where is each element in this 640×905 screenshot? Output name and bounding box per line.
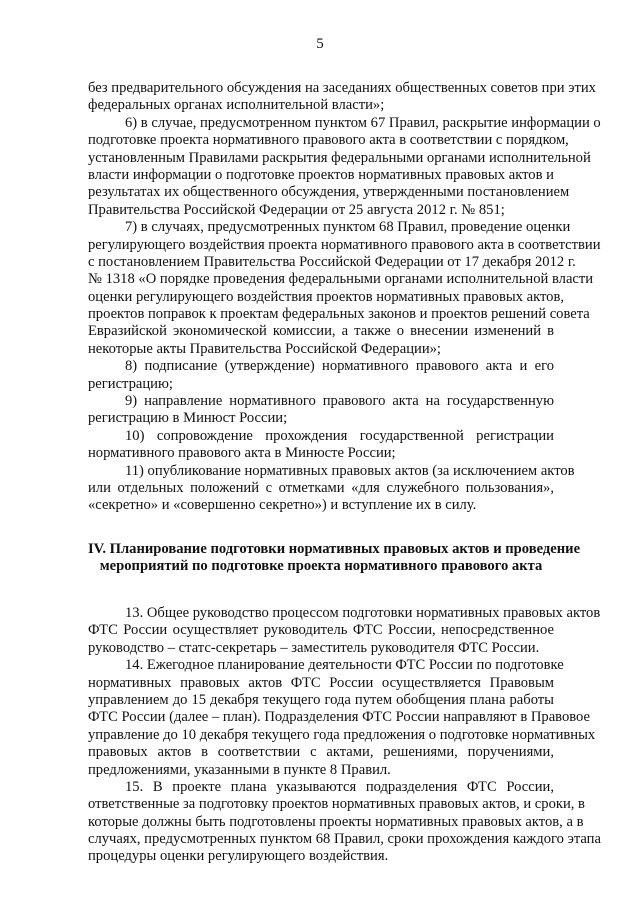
section-heading-line: мероприятий по подготовке проекта нормативного правового акта: [99, 558, 543, 575]
text-line: 14. Ежегодное планирование деятельности ФТС России по подготовке: [125, 657, 564, 674]
text-line: 8) подписание (утверждение) нормативного правового акта и его: [125, 358, 554, 375]
paragraph: [88, 80, 596, 115]
text-line: предложениями, указанными в пункте 8 Правил.: [88, 761, 391, 778]
text-line: 6) в случае, предусмотренном пунктом 67 Правил, раскрытие информации о: [125, 114, 601, 131]
text-line: регулирующего воздействия проекта нормативного правового акта в соответствии: [88, 236, 601, 253]
section-heading-line: IV. Планирование подготовки нормативных правовых актов и проведение: [88, 541, 581, 557]
text-line: регистрацию;: [88, 375, 173, 392]
text-line: ФТС России осуществляет руководитель ФТС России, непосредственное: [88, 622, 554, 639]
text-line: «секретно» и «совершенно секретно») и вступление их в силу.: [88, 497, 477, 514]
text-line: регистрацию в Минюст России;: [88, 410, 288, 427]
text-line: 11) опубликование нормативных правовых актов (за исключением актов: [125, 462, 575, 479]
text-line: 7) в случаях, предусмотренных пунктом 68 Правил, проведение оценки: [125, 219, 571, 236]
text-line: которые должны быть подготовлены проекты нормативных правовых актов, а в: [88, 813, 584, 830]
paragraph: [88, 462, 575, 515]
text-line: № 1318 «О порядке проведения федеральными органами исполнительной власти: [88, 271, 594, 288]
paragraph: [88, 605, 601, 657]
text-line: власти информации о подготовке проектов нормативных правовых актов и: [88, 166, 554, 183]
text-line: с постановлением Правительства Российской Федерации от 17 декабря 2012 г.: [88, 253, 576, 270]
text-line: 9) направление нормативного правового акта на государственную: [125, 393, 554, 410]
text-line: 10) сопровождение прохождения государственной регистрации: [125, 427, 554, 444]
section-iv-paragraphs: [88, 605, 601, 866]
text-line: Евразийской экономической комиссии, а также о внесении изменений в: [88, 323, 554, 340]
text-line: подготовке проекта нормативного правового акта в соответствии с порядком,: [88, 132, 569, 149]
text-line: руководство – статс-секретарь – заместитель руководителя ФТС России.: [88, 639, 540, 656]
paragraph: [88, 393, 554, 428]
page-number: 5: [316, 36, 324, 52]
paragraph: [88, 428, 554, 463]
section-heading: [88, 541, 581, 576]
text-line: без предварительного обсуждения на заседаниях общественных советов при этих: [88, 80, 596, 96]
text-line: 15. В проекте плана указываются подразделения ФТС России,: [125, 778, 554, 795]
text-line: проектов поправок к проектам федеральных законов и проектов решений совета: [88, 306, 590, 323]
paragraph: [88, 358, 554, 393]
text-line: федеральных органах исполнительной власти»;: [88, 97, 385, 114]
text-line: некоторые акты Правительства Российской Федерации»;: [88, 340, 441, 357]
text-line: или отдельных положений с отметками «для служебного пользования»,: [88, 479, 554, 496]
paragraph: [88, 114, 601, 219]
text-line: оценки регулирующего воздействия проектов нормативных правовых актов,: [88, 288, 564, 305]
paragraphs-before-section-iv: [88, 80, 601, 515]
text-line: управление до 10 декабря текущего года предложения о подготовке нормативных: [88, 726, 596, 743]
text-line: Правительства Российской Федерации от 25 августа 2012 г. № 851;: [88, 201, 505, 218]
text-line: ответственные за подготовку проектов нормативных правовых актов, и сроки, в: [88, 796, 585, 813]
text-line: случаях, предусмотренных пунктом 68 Правил, сроки прохождения каждого этапа: [88, 831, 601, 848]
text-line: процедуры оценки регулирующего воздействия.: [88, 848, 389, 865]
text-line: ФТС России (далее – план). Подразделения ФТС России направляют в Правовое: [88, 709, 591, 726]
text-line: результатах их общественного обсуждения, утвержденными постановлением: [88, 184, 570, 201]
text-line: нормативных правовых актов ФТС России осуществляется Правовым: [88, 674, 554, 691]
text-line: 13. Общее руководство процессом подготовки нормативных правовых актов: [125, 605, 601, 621]
text-line: правовых актов в соответствии с актами, решениями, поручениями,: [88, 744, 554, 761]
text-line: нормативного правового акта в Минюсте России;: [88, 445, 396, 462]
paragraph: [88, 219, 601, 358]
paragraph: [88, 657, 596, 779]
text-line: управлением до 15 декабря текущего года путем обобщения плана работы: [88, 691, 554, 708]
paragraph: [88, 778, 601, 866]
text-line: установленным Правилами раскрытия федеральными органами исполнительной: [88, 149, 591, 166]
